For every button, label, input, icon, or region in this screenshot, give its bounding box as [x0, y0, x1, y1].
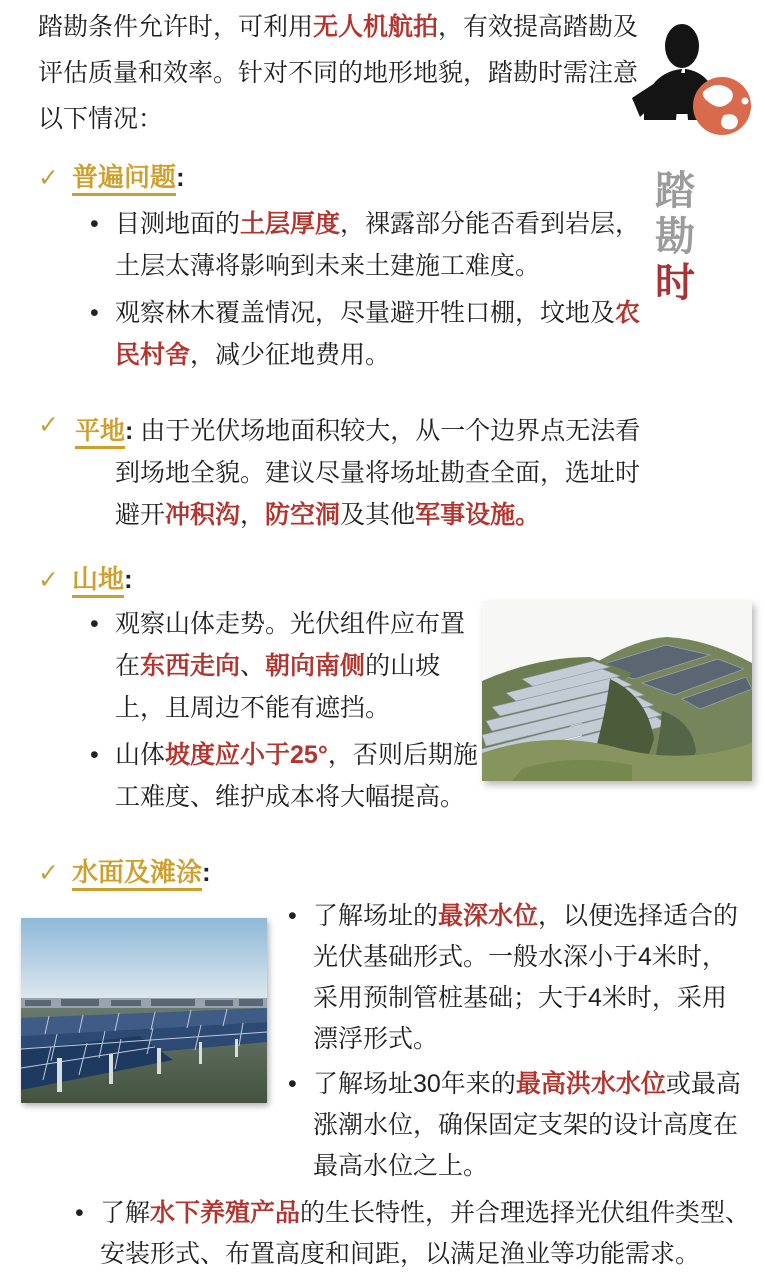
section-heading-row [38, 560, 765, 599]
bullet-text: 了解水下养殖产品的生长特性，并合理选择光伏组件类型、安装形式、布置高度和间距，以满足渔业等功能需求。 [100, 1199, 751, 1268]
bullet-dot: • [75, 1199, 84, 1227]
section-mountain [38, 560, 765, 823]
section-heading: 普遍问题 [72, 162, 176, 196]
bullet-dot: • [90, 210, 99, 238]
bullet-dot: • [90, 299, 99, 327]
section-flat-land [38, 410, 765, 536]
bullet-item [90, 734, 488, 818]
bullet-text: 了解场址的最深水位，以便选择适合的光伏基础形式。一般水深小于4米时，采用预制管桩基础；大于4米时，采用漂浮形式。 [313, 902, 739, 1053]
bullet-text: 观察山体走势。光伏组件应布置在东西走向、朝向南侧的山坡上，且周边不能有遮挡。 [115, 610, 466, 722]
water-content-row [38, 896, 765, 1191]
section-heading: 山地 [72, 564, 124, 598]
water-bullet-list [288, 896, 745, 1191]
heading-colon: : [123, 564, 133, 594]
bullet-item [90, 603, 488, 729]
checkmark-icon: ✓ [38, 566, 59, 594]
heading-colon: : [125, 417, 134, 445]
bullet-text: 目测地面的土层厚度，裸露部分能否看到岩层，土层太薄将影响到未来土建施工难度。 [115, 210, 641, 280]
bullet-item [288, 1064, 745, 1187]
flat-land-text: 由于光伏场地面积较大，从一个边界点无法看到场地全貌。建议尽量将场址勘查全面，选址时避开冲积沟，防空洞及其他军事设施。 [115, 417, 641, 529]
bullet-text: 观察林木覆盖情况，尽量避开牲口棚，坟地及农民村舍，减少征地费用。 [115, 299, 641, 369]
intro-paragraph: 踏勘条件允许时，可利用无人机航拍，有效提高踏勘及评估质量和效率。针对不同的地形地貌，踏勘时需注意以下情况： [38, 13, 639, 133]
heading-colon: : [201, 857, 211, 887]
section-water [38, 853, 765, 1275]
bullet-dot: • [288, 902, 297, 930]
section-heading-row [38, 853, 765, 892]
bullet-item [288, 896, 745, 1060]
bullet-text: 山体坡度应小于25°，否则后期施工难度、维护成本将大幅提高。 [115, 741, 478, 811]
checkmark-icon: ✓ [38, 859, 59, 887]
checkmark-icon: ✓ [38, 411, 59, 439]
heading-colon: : [175, 162, 185, 192]
flat-land-paragraph [75, 410, 641, 536]
mountain-pv-photo [482, 601, 752, 781]
floating-pv-photo [21, 918, 267, 1103]
surveyor-globe-graphic [628, 22, 754, 140]
mountain-content-row [38, 603, 765, 823]
bullet-dot: • [288, 1070, 297, 1098]
bullet-dot: • [90, 741, 99, 769]
section-heading: 平地 [75, 417, 125, 449]
water-wide-bullet-list [75, 1193, 765, 1275]
surveyor-globe-icon [628, 22, 754, 140]
section-heading: 水面及滩涂 [72, 857, 202, 891]
bullet-item [75, 1193, 765, 1275]
vertical-stage-label: 踏 勘 时 [655, 169, 695, 305]
bullet-dot: • [90, 610, 99, 638]
checkmark-icon: ✓ [38, 164, 59, 192]
mountain-bullet-list [90, 603, 488, 823]
bullet-text: 了解场址30年来的最高洪水水位或最高涨潮水位，确保固定支架的设计高度在最高水位之上。 [313, 1070, 741, 1180]
